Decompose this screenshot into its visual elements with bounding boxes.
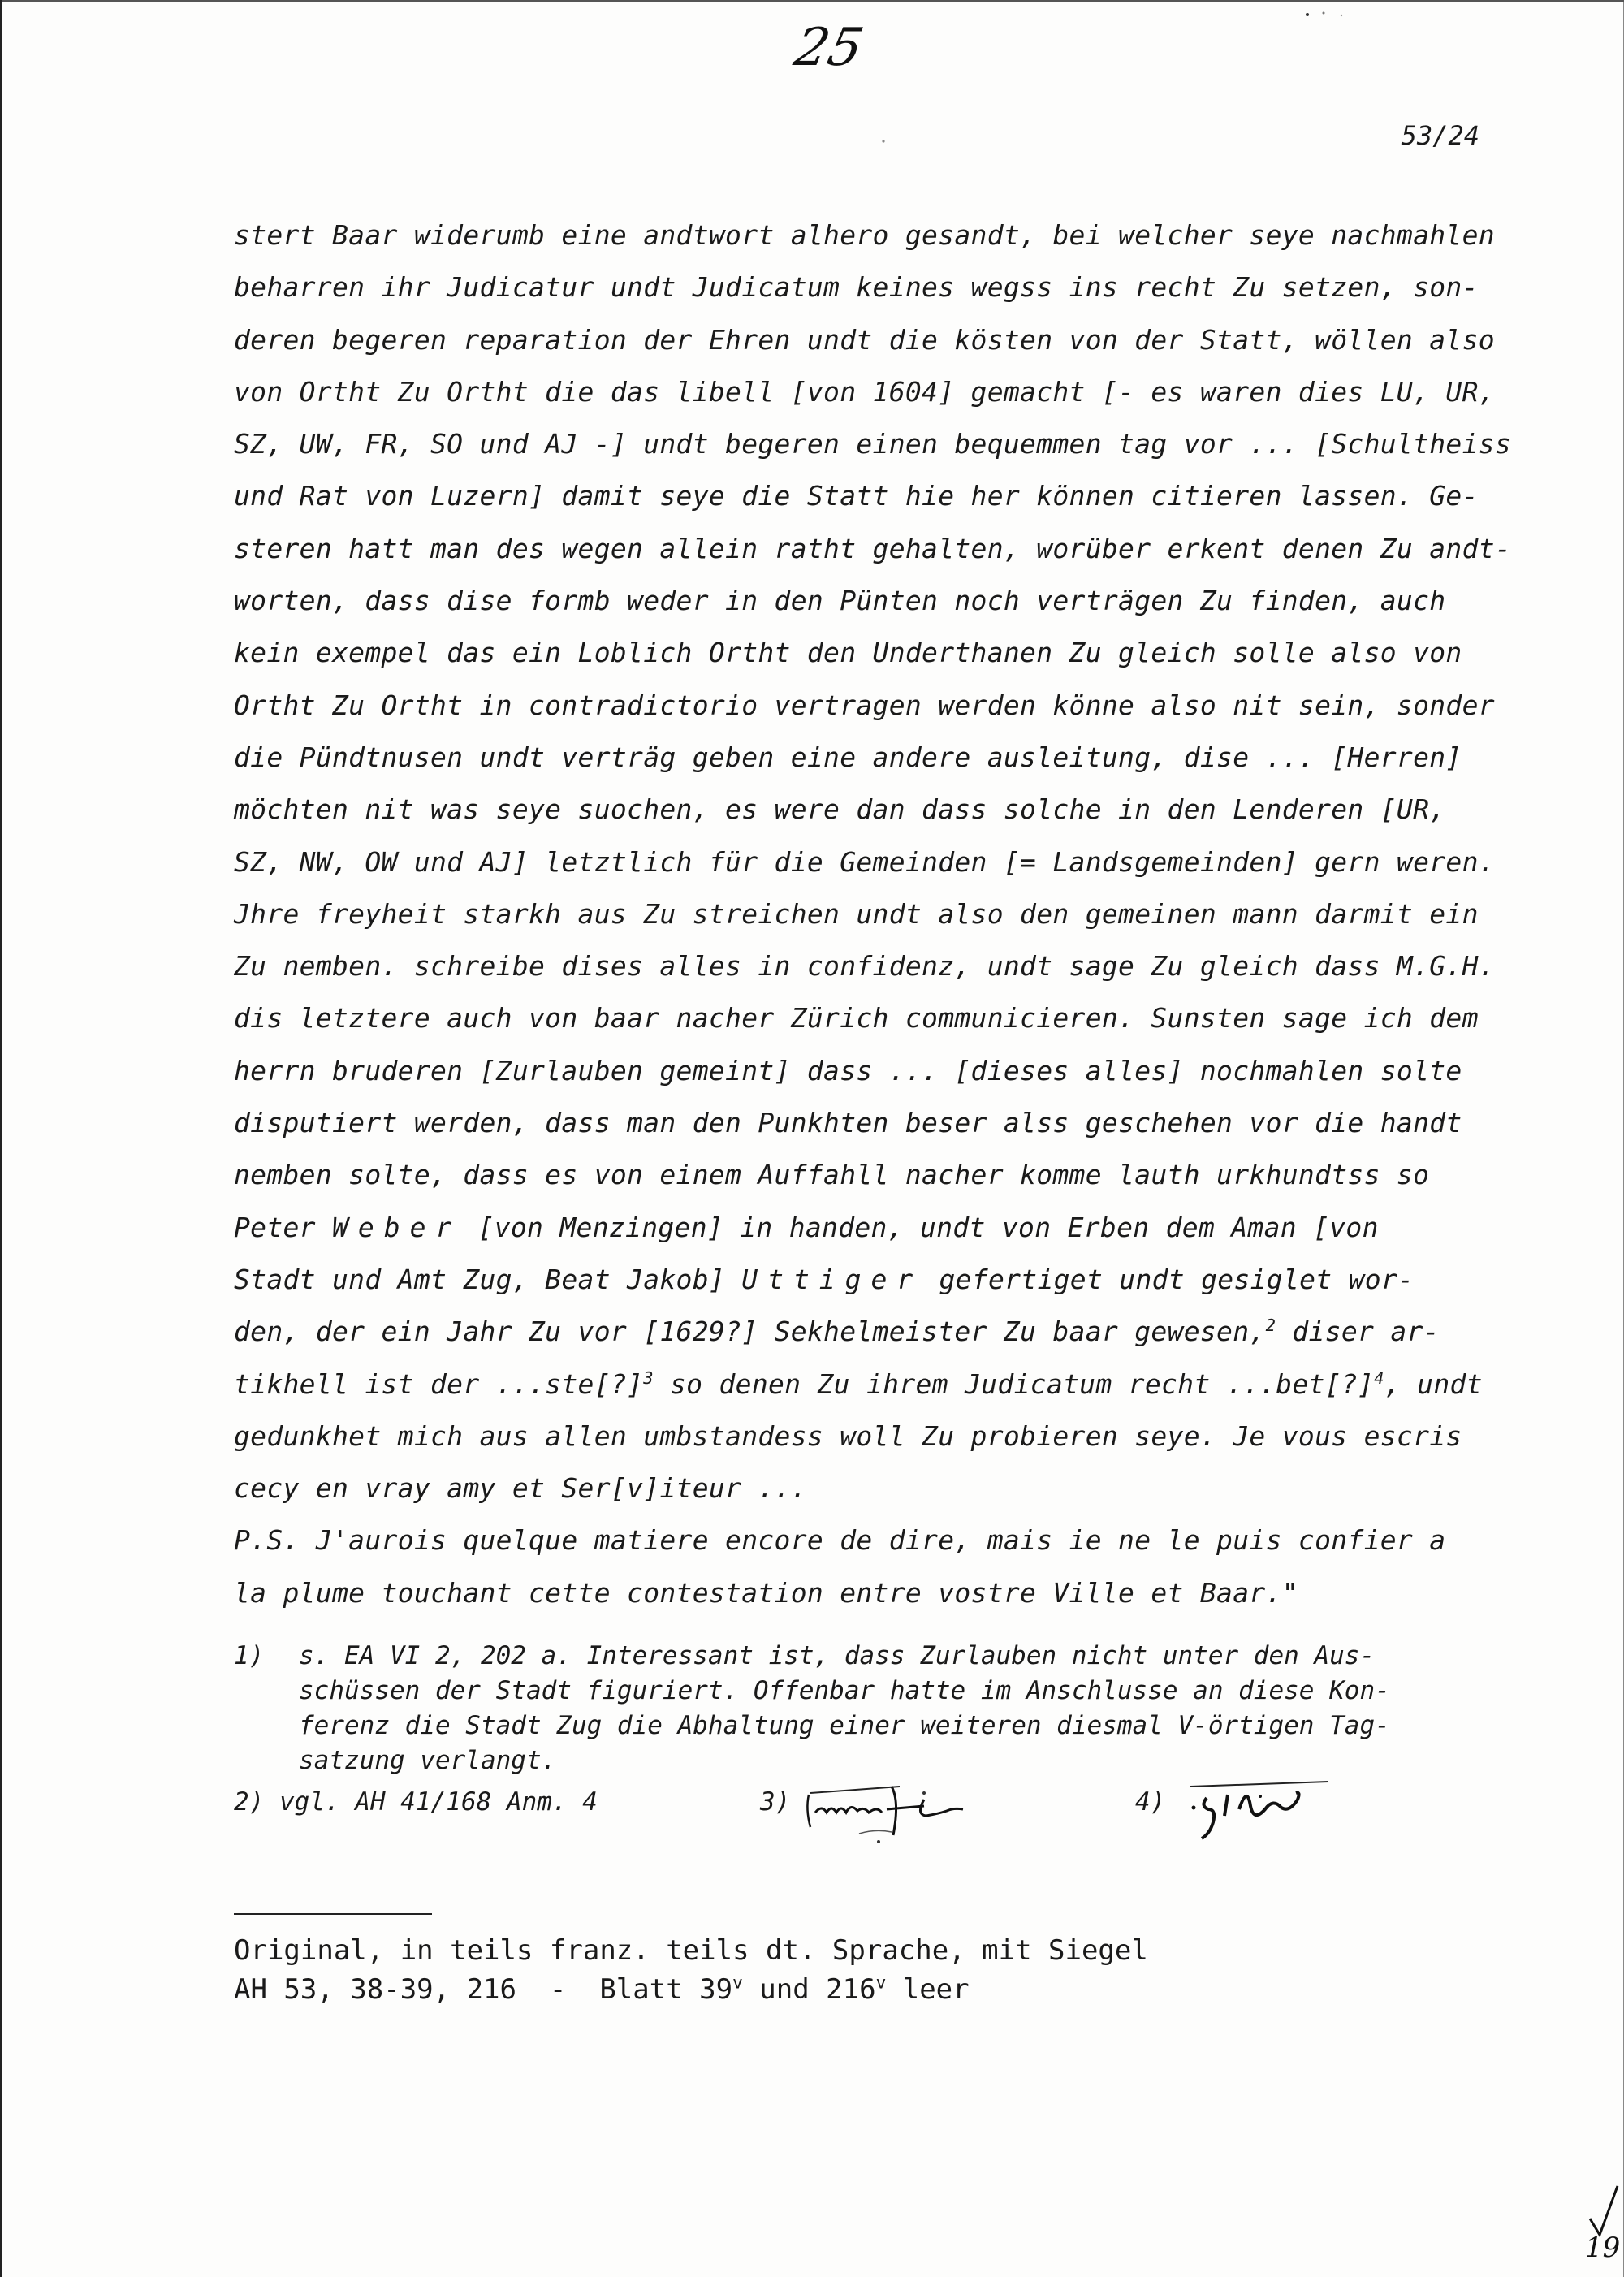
body-line: und Rat von Luzern] damit seye die Statt hie her können citieren lassen. Ge- xyxy=(234,480,1479,512)
handwritten-corner-number: 19 xyxy=(1585,2232,1621,2264)
postscript-line: P.S. J'aurois quelque matiere encore de dire, mais ie ne le puis confier a xyxy=(234,1524,1446,1557)
handwritten-word-4-image xyxy=(1182,1777,1345,1842)
body-line: herrn bruderen [Zurlauben gemeint] dass ... [dieses alles] nochmahlen solte xyxy=(234,1054,1462,1087)
footnote-ref: 3 xyxy=(643,1367,654,1388)
body-line: kein exempel das ein Loblich Ortht den Underthanen Zu gleich solle also von xyxy=(234,637,1462,669)
source-line xyxy=(234,1970,1148,2009)
footnote-ref: 4 xyxy=(1374,1367,1384,1388)
body-line: disputiert werden, dass man den Punkhten beser alss geschehen vor die handt xyxy=(234,1107,1462,1139)
footnote-line: ferenz die Stadt Zug die Abhaltung einer weiteren diesmal V-örtigen Tag- xyxy=(299,1711,1390,1740)
footnote-3-label: 3) xyxy=(760,1787,791,1817)
body-text-fragment: diser ar- xyxy=(1276,1316,1440,1348)
body-text-fragment: den, der ein Jahr Zu vor [1629?] Sekhelmeister Zu baar gewesen, xyxy=(234,1316,1266,1348)
body-line: steren hatt man des wegen allein ratht gehalten, worüber erkent denen Zu andt- xyxy=(234,532,1512,564)
reference-number: 53/24 xyxy=(1401,120,1479,151)
body-text-fragment: so denen Zu ihrem Judicatum recht ...bet[?] xyxy=(653,1367,1375,1400)
body-line xyxy=(234,1359,1517,1411)
body-line: SZ, UW, FR, SO und AJ -] undt begeren einen bequemmen tag vor ... [Schultheiss xyxy=(234,428,1512,460)
footnote-1 xyxy=(234,1639,1517,1778)
letter-body xyxy=(234,210,1517,1619)
verso-mark: v xyxy=(732,1972,743,1993)
separator-rule xyxy=(234,1913,432,1915)
body-line xyxy=(234,1254,1517,1306)
body-line: die Pündtnusen undt verträg geben eine andere ausleitung, dise ... [Herren] xyxy=(234,741,1462,773)
footnotes xyxy=(234,1639,1517,1858)
body-line: worten, dass dise formb weder in den Pünten noch verträgen Zu finden, auch xyxy=(234,585,1446,617)
body-line xyxy=(234,1306,1517,1358)
source-text-fragment: und 216 xyxy=(742,1973,876,2006)
verso-mark: v xyxy=(875,1972,887,1993)
body-line: Zu nemben. schreibe dises alles in confidenz, undt sage Zu gleich dass M.G.H. xyxy=(234,950,1495,983)
body-line: Jhre freyheit starkh aus Zu streichen undt also den gemeinen mann darmit ein xyxy=(234,897,1479,930)
body-line: SZ, NW, OW und AJ] letztlich für die Gemeinden [= Landsgemeinden] gern weren. xyxy=(234,845,1495,878)
footnote-2: 2) vgl. AH 41/168 Anm. 4 xyxy=(234,1787,598,1817)
footnote-line: schüssen der Stadt figuriert. Offenbar hatte im Anschlusse an diese Kon- xyxy=(299,1676,1390,1705)
body-line: stert Baar widerumb eine andtwort alhero gesandt, bei welcher seye nachmahlen xyxy=(234,219,1495,251)
postscript-line: la plume touchant cette contestation entre vostre Ville et Baar." xyxy=(234,1576,1298,1609)
handwritten-page-number: 25 xyxy=(789,18,869,78)
scan-speck-top xyxy=(1299,8,1364,24)
body-line: Ortht Zu Ortht in contradictorio vertragen werden könne also nit sein, sonder xyxy=(234,689,1495,721)
body-line: nemben solte, dass es von einem Auffahll nacher komme lauth urkhundtss so xyxy=(234,1159,1430,1191)
body-text-fragment: Peter xyxy=(234,1211,333,1243)
body-text-fragment: , undt xyxy=(1384,1367,1483,1400)
footnote-4-label: 4) xyxy=(1135,1787,1166,1817)
body-line: cecy en vray amy et Ser[v]iteur ... xyxy=(234,1472,807,1505)
body-text-fragment: tikhell ist der ...ste[?] xyxy=(234,1367,644,1400)
body-line: dis letztere auch von baar nacher Zürich communicieren. Sunsten sage ich dem xyxy=(234,1002,1479,1035)
body-line: deren begeren reparation der Ehren undt die kösten von der Statt, wöllen also xyxy=(234,323,1495,356)
source-line: Original, in teils franz. teils dt. Sprache, mit Siegel xyxy=(234,1934,1148,1967)
body-text-fragment: Stadt und Amt Zug, Beat Jakob] xyxy=(234,1263,742,1295)
footnote-label: 1) xyxy=(234,1641,265,1670)
handwritten-word-3-image xyxy=(802,1777,989,1850)
footnote-line: satzung verlangt. xyxy=(299,1746,557,1775)
source-text-fragment: leer xyxy=(886,1973,970,2006)
source-note xyxy=(234,1931,1148,2009)
footnote-ref: 2 xyxy=(1265,1316,1276,1336)
body-line xyxy=(234,1202,1517,1254)
body-line: beharren ihr Judicatur undt Judicatum keines wegss ins recht Zu setzen, son- xyxy=(234,271,1479,304)
body-text-fragment: [von Menzingen] in handen, undt von Erben dem Aman [von xyxy=(461,1211,1379,1243)
person-name-weber: Weber xyxy=(332,1211,462,1243)
body-line: gedunkhet mich aus allen umbstandess woll Zu probieren seye. Je vous escris xyxy=(234,1419,1462,1452)
body-line: möchten nit was seye suochen, es were dan dass solche in den Lenderen [UR, xyxy=(234,793,1446,826)
body-text-fragment: gefertiget undt gesiglet wor- xyxy=(922,1263,1415,1295)
person-name-uttiger: Uttiger xyxy=(741,1263,923,1295)
source-text-fragment: AH 53, 38-39, 216 - Blatt 39 xyxy=(234,1973,733,2006)
body-line: von Ortht Zu Ortht die das libell [von 1604] gemacht [- es waren dies LU, UR, xyxy=(234,375,1495,408)
scan-speck-mid xyxy=(877,136,893,146)
footnote-line: s. EA VI 2, 202 a. Interessant ist, dass Zurlauben nicht unter den Aus- xyxy=(299,1641,1376,1670)
footnotes-2-4 xyxy=(234,1785,1517,1858)
